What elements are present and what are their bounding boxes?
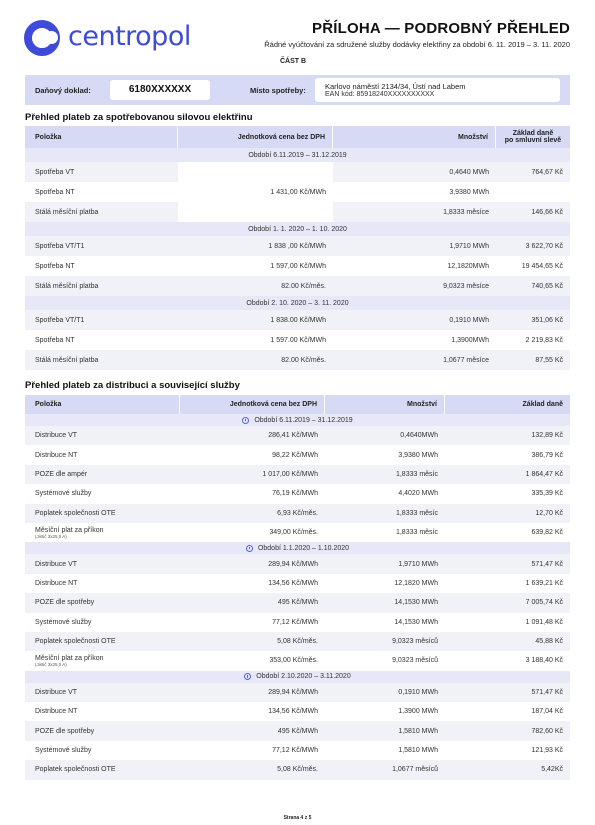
price-cell xyxy=(178,236,333,256)
table-row xyxy=(25,276,570,296)
period-label: Období 2. 10. 2020 – 3. 11. 2020 xyxy=(246,299,349,307)
cell-value: Stálá měsíční platba xyxy=(35,282,99,290)
qty-cell xyxy=(325,760,445,779)
label-cell xyxy=(25,465,180,484)
table-row xyxy=(25,310,570,330)
cell-value: 0,4640 MWh xyxy=(449,168,489,176)
base-cell xyxy=(445,760,570,779)
qty-cell xyxy=(325,523,445,542)
cell-value: 9,0323 měsíců xyxy=(392,638,438,646)
table-row xyxy=(25,256,570,276)
cell-value: 1 431,00 Kč/MWh xyxy=(270,188,326,196)
cell-value: Poplatek společnosti OTE xyxy=(35,509,116,517)
cell-value: 495 Kč/MWh xyxy=(277,727,318,735)
cell-value: Distribuce NT xyxy=(35,451,78,459)
table-row xyxy=(25,593,570,612)
base-cell xyxy=(445,683,570,702)
place-box xyxy=(315,78,560,102)
price-cell xyxy=(178,330,333,350)
qty-cell xyxy=(325,465,445,484)
label-cell xyxy=(25,484,180,503)
price-cell xyxy=(178,256,333,276)
table-row xyxy=(25,202,570,222)
qty-cell xyxy=(325,702,445,721)
label-cell xyxy=(25,182,178,202)
cell-value: 386,79 Kč xyxy=(531,451,563,459)
cell-value: 132,89 Kč xyxy=(531,432,563,440)
cell-value: 495 Kč/MWh xyxy=(277,599,318,607)
cell-value: 77,12 Kč/MWh xyxy=(272,747,318,755)
cell-value: 1,8333 měsíc xyxy=(395,470,438,478)
cell-value: 3,9380 MWh xyxy=(449,188,489,196)
clock-icon xyxy=(246,545,253,552)
cell-value: 639,82 Kč xyxy=(531,529,563,537)
label-cell xyxy=(25,632,180,651)
period-label: Období 1. 1. 2020 – 1. 10. 2020 xyxy=(248,225,347,233)
cell-value: 14,1530 MWh xyxy=(394,618,438,626)
base-cell xyxy=(496,236,570,256)
price-cell xyxy=(180,523,325,542)
header-cell: Množství xyxy=(325,395,445,414)
price-cell xyxy=(178,182,333,202)
cell-value: 1 864,47 Kč xyxy=(525,470,563,478)
price-cell xyxy=(178,276,333,296)
cell-value: 82.00 Kč/měs. xyxy=(281,282,326,290)
qty-cell xyxy=(325,683,445,702)
period-label: Období 2.10.2020 – 3.11.2020 xyxy=(256,673,351,681)
qty-cell xyxy=(333,182,496,202)
cell-value: 12,1820 MWh xyxy=(394,579,438,587)
cell-value: Spotřeba VT/T1 xyxy=(35,316,85,324)
cell-value: 1,5810 MWh xyxy=(398,727,438,735)
label-cell xyxy=(25,310,178,330)
table-header xyxy=(25,395,570,414)
cell-value: 9,0323 měsíců xyxy=(392,657,438,665)
item-label: Měsíční plat za příkon xyxy=(35,526,104,534)
cell-value: 1 639,21 Kč xyxy=(525,579,563,587)
cell-value: 1,3900 MWh xyxy=(398,708,438,716)
qty-cell xyxy=(333,162,496,182)
cell-value: 351,06 Kč xyxy=(531,316,563,324)
table-row xyxy=(25,554,570,573)
table-row xyxy=(25,702,570,721)
cell-value: Distribuce VT xyxy=(35,432,78,440)
cell-value: 77,12 Kč/MWh xyxy=(272,618,318,626)
doc-label: Daňový doklad: xyxy=(35,86,91,95)
qty-cell xyxy=(333,330,496,350)
cell-value: 1 838.00 Kč/MWh xyxy=(270,316,326,324)
cell-value: 289,94 Kč/MWh xyxy=(268,560,318,568)
header-cell: Základ daně xyxy=(522,401,563,408)
cell-value: 6,93 Kč/měs. xyxy=(277,509,318,517)
label-cell xyxy=(25,276,178,296)
cell-value: Spotřeba NT xyxy=(35,188,75,196)
header-cell: Jednotková cena bez DPH xyxy=(178,126,333,148)
label-cell xyxy=(25,613,180,632)
label-cell xyxy=(25,445,180,464)
label-cell xyxy=(25,574,180,593)
price-cell xyxy=(180,554,325,573)
qty-cell xyxy=(325,504,445,523)
base-cell xyxy=(496,182,570,202)
cell-value: 5,08 Kč/měs. xyxy=(277,638,318,646)
centropol-logo xyxy=(24,19,194,57)
cell-value: Systémové služby xyxy=(35,490,92,498)
cell-value: 289,94 Kč/MWh xyxy=(268,688,318,696)
cell-value: Spotřeba VT/T1 xyxy=(35,242,85,250)
table-row xyxy=(25,445,570,464)
table-row xyxy=(25,465,570,484)
cell-value: 134,56 Kč/MWh xyxy=(268,579,318,587)
price-cell xyxy=(180,465,325,484)
cell-value: 1 838 ,00 Kč/MWh xyxy=(268,242,326,250)
cell-value: 1,0677 měsíce xyxy=(443,356,489,364)
cell-value: Spotřeba NT xyxy=(35,336,75,344)
cell-value: Systémové služby xyxy=(35,618,92,626)
qty-cell xyxy=(325,651,445,670)
label-cell xyxy=(25,741,180,760)
price-cell xyxy=(180,760,325,779)
cell-value: 1,8333 měsíc xyxy=(395,529,438,537)
cell-value: Distribuce VT xyxy=(35,688,78,696)
item-label: Měsíční plat za příkon xyxy=(35,654,104,662)
qty-cell xyxy=(325,484,445,503)
period-row xyxy=(25,414,570,426)
table-row xyxy=(25,632,570,651)
cell-value: 2 219,83 Kč xyxy=(525,336,563,344)
table-row xyxy=(25,484,570,503)
info-bar xyxy=(25,75,570,105)
cell-value: 1 091,48 Kč xyxy=(525,618,563,626)
cell-value: 1,3900MWh xyxy=(451,336,489,344)
cell-value: Poplatek společnosti OTE xyxy=(35,766,116,774)
base-cell xyxy=(445,613,570,632)
qty-cell xyxy=(333,236,496,256)
price-cell xyxy=(180,651,325,670)
label-cell xyxy=(25,554,180,573)
base-cell xyxy=(496,350,570,370)
cell-value: Distribuce NT xyxy=(35,708,78,716)
clock-icon xyxy=(242,417,249,424)
label-cell xyxy=(25,523,180,542)
header-cell: Položka xyxy=(25,126,178,148)
cell-value: 3 622,70 Kč xyxy=(525,242,563,250)
period-row xyxy=(25,542,570,554)
cell-value: 764,67 Kč xyxy=(531,168,563,176)
page-title: PŘÍLOHA — PODROBNÝ PŘEHLED xyxy=(312,20,570,37)
label-cell xyxy=(25,651,180,670)
cell-value: 82.00 Kč/měs. xyxy=(281,356,326,364)
price-cell xyxy=(180,632,325,651)
cell-value: 12,1820MWh xyxy=(447,262,489,270)
table-row xyxy=(25,683,570,702)
price-cell xyxy=(180,445,325,464)
table-row xyxy=(25,182,570,202)
cell-value: 121,93 Kč xyxy=(531,747,563,755)
cell-value: 1,9710 MWh xyxy=(449,242,489,250)
cell-value: POZE dle spotřeby xyxy=(35,599,95,607)
cell-value: 1,5810 MWh xyxy=(398,747,438,755)
price-cell xyxy=(178,202,333,222)
distribution-table xyxy=(25,395,570,780)
qty-cell xyxy=(325,554,445,573)
table-row xyxy=(25,162,570,182)
base-cell xyxy=(496,276,570,296)
base-cell xyxy=(496,256,570,276)
electricity-section-title: Přehled plateb za spotřebovanou silovou elektřinu xyxy=(25,112,253,123)
table-row xyxy=(25,613,570,632)
cell-value: Systémové služby xyxy=(35,747,92,755)
cell-value: 9,0323 měsíce xyxy=(443,282,489,290)
cell-value: 12,70 Kč xyxy=(535,509,563,517)
label-cell xyxy=(25,350,178,370)
base-cell xyxy=(445,741,570,760)
table-header xyxy=(25,126,570,148)
base-cell xyxy=(445,445,570,464)
qty-cell xyxy=(333,202,496,222)
cell-value: 1,9710 MWh xyxy=(398,560,438,568)
page-number: Strana 4 z 5 xyxy=(283,815,312,821)
base-cell xyxy=(496,330,570,350)
qty-cell xyxy=(325,721,445,740)
price-cell xyxy=(178,162,333,182)
base-cell xyxy=(496,202,570,222)
cell-value: 353,00 Kč/měs. xyxy=(269,657,318,665)
price-cell xyxy=(180,702,325,721)
label-cell xyxy=(25,760,180,779)
header-cell: Položka xyxy=(25,395,180,414)
qty-cell xyxy=(325,574,445,593)
cell-value: Distribuce VT xyxy=(35,560,78,568)
base-cell xyxy=(445,651,570,670)
base-cell xyxy=(445,484,570,503)
price-cell xyxy=(180,426,325,445)
period-label: Období 1.1.2020 – 1.10.2020 xyxy=(257,544,350,552)
header-cell: Množství xyxy=(333,126,496,148)
cell-value: 98,22 Kč/MWh xyxy=(272,451,318,459)
table-row xyxy=(25,236,570,256)
cell-value: 1,8333 měsíc xyxy=(395,509,438,517)
item-sublabel: (Jistič 3x25,0 A) xyxy=(35,533,67,539)
cell-value: 349,00 Kč/měs. xyxy=(269,529,318,537)
cell-value: Stálá měsíční platba xyxy=(35,356,99,364)
ean-code: EAN kód: 85918240XXXXXXXXXX xyxy=(325,91,435,98)
price-cell xyxy=(178,350,333,370)
table-row xyxy=(25,330,570,350)
part-label: ČÁST B xyxy=(280,58,307,65)
qty-cell xyxy=(325,632,445,651)
price-cell xyxy=(180,484,325,503)
qty-cell xyxy=(333,350,496,370)
label-cell xyxy=(25,593,180,612)
table-row xyxy=(25,760,570,779)
price-cell xyxy=(180,593,325,612)
cell-value: Spotřeba NT xyxy=(35,262,75,270)
cell-value: 14,1530 MWh xyxy=(394,599,438,607)
cell-value: 1 597,00 Kč/MWh xyxy=(270,262,326,270)
label-cell xyxy=(25,256,178,276)
price-cell xyxy=(180,574,325,593)
label-cell xyxy=(25,236,178,256)
table-row xyxy=(25,504,570,523)
table-row xyxy=(25,574,570,593)
base-cell xyxy=(496,162,570,182)
base-cell xyxy=(445,523,570,542)
table-row xyxy=(25,741,570,760)
table-row xyxy=(25,651,570,670)
period-row xyxy=(25,296,570,310)
cell-value: 76,19 Kč/MWh xyxy=(272,490,318,498)
cell-value: 3 188,40 Kč xyxy=(525,657,563,665)
cell-value: 5,08 Kč/měs. xyxy=(277,766,318,774)
base-cell xyxy=(445,632,570,651)
cell-value: 0,1910 MWh xyxy=(449,316,489,324)
period-row xyxy=(25,148,570,162)
price-cell xyxy=(180,741,325,760)
cell-value: Stálá měsíční platba xyxy=(35,208,99,216)
cell-value: POZE dle ampér xyxy=(35,470,88,478)
cell-value: 45,88 Kč xyxy=(535,638,563,646)
qty-cell xyxy=(325,741,445,760)
label-cell xyxy=(25,702,180,721)
cell-value: 335,39 Kč xyxy=(531,490,563,498)
label-cell xyxy=(25,162,178,182)
qty-cell xyxy=(333,310,496,330)
price-cell xyxy=(180,613,325,632)
cell-value: Spotřeba VT xyxy=(35,168,75,176)
period-label: Období 6.11.2019 – 31.12.2019 xyxy=(254,416,353,424)
base-cell xyxy=(445,721,570,740)
address: Karlovo náměstí 2134/34, Ústí nad Labem xyxy=(325,82,466,91)
period-row xyxy=(25,671,570,683)
base-cell xyxy=(445,504,570,523)
table-row xyxy=(25,350,570,370)
label-cell xyxy=(25,504,180,523)
base-cell xyxy=(445,426,570,445)
cell-value: 0,4640MWh xyxy=(400,432,438,440)
cell-value: 571,47 Kč xyxy=(531,688,563,696)
qty-cell xyxy=(325,426,445,445)
cell-value: 782,60 Kč xyxy=(531,727,563,735)
period-row xyxy=(25,222,570,236)
cell-value: 0,1910 MWh xyxy=(398,688,438,696)
base-cell xyxy=(445,593,570,612)
doc-number: 6180XXXXXX xyxy=(110,80,210,100)
base-cell xyxy=(445,554,570,573)
item-sublabel: (Jistič 3x25,0 A) xyxy=(35,661,67,667)
label-cell xyxy=(25,721,180,740)
qty-cell xyxy=(325,613,445,632)
base-cell xyxy=(445,702,570,721)
table-row xyxy=(25,523,570,542)
base-cell xyxy=(445,465,570,484)
table-row xyxy=(25,721,570,740)
cell-value: Poplatek společnosti OTE xyxy=(35,638,116,646)
table-row xyxy=(25,426,570,445)
price-cell xyxy=(180,683,325,702)
cell-value: 5,42Kč xyxy=(541,766,563,774)
logo-text: centropol xyxy=(68,21,191,52)
price-cell xyxy=(180,504,325,523)
header-cell: Základ daně po smluvní slevě xyxy=(504,130,562,144)
cell-value: 4,4020 MWh xyxy=(398,490,438,498)
cell-value: 3,9380 MWh xyxy=(398,451,438,459)
page-subtitle: Řádné vyúčtování za sdružené služby dodávky elektřiny za období 6. 11. 2019 – 3. 11. 2020 xyxy=(264,40,570,49)
label-cell xyxy=(25,330,178,350)
clock-icon xyxy=(244,673,251,680)
cell-value: 134,56 Kč/MWh xyxy=(268,708,318,716)
cell-value: 1,0677 měsíců xyxy=(392,766,438,774)
electricity-table xyxy=(25,126,570,370)
cell-value: 1 017,00 Kč/MWh xyxy=(262,470,318,478)
label-cell xyxy=(25,202,178,222)
price-cell xyxy=(178,310,333,330)
cell-value: 187,04 Kč xyxy=(531,708,563,716)
base-cell xyxy=(496,310,570,330)
header-cell: Jednotková cena bez DPH xyxy=(180,395,325,414)
label-cell xyxy=(25,683,180,702)
cell-value: 571,47 Kč xyxy=(531,560,563,568)
cell-value: 1 597.00 Kč/MWh xyxy=(270,336,326,344)
cell-value: 1,8333 měsíce xyxy=(443,208,489,216)
cell-value: 87,55 Kč xyxy=(535,356,563,364)
cell-value: POZE dle spotřeby xyxy=(35,727,95,735)
period-label: Období 6.11.2019 – 31.12.2019 xyxy=(248,151,347,159)
qty-cell xyxy=(325,593,445,612)
cell-value: 19 454,65 Kč xyxy=(521,262,563,270)
cell-value: Distribuce NT xyxy=(35,579,78,587)
cell-value: 146,66 Kč xyxy=(531,208,563,216)
label-cell xyxy=(25,426,180,445)
logo-dot-icon xyxy=(45,31,58,44)
place-label: Místo spotřeby: xyxy=(250,86,306,95)
qty-cell xyxy=(325,445,445,464)
price-cell xyxy=(180,721,325,740)
cell-value: 740,65 Kč xyxy=(531,282,563,290)
base-cell xyxy=(445,574,570,593)
cell-value: 7 005,74 Kč xyxy=(525,599,563,607)
cell-value: 286,41 Kč/MWh xyxy=(268,432,318,440)
qty-cell xyxy=(333,256,496,276)
qty-cell xyxy=(333,276,496,296)
distribution-section-title: Přehled plateb za distribuci a související služby xyxy=(25,380,240,391)
